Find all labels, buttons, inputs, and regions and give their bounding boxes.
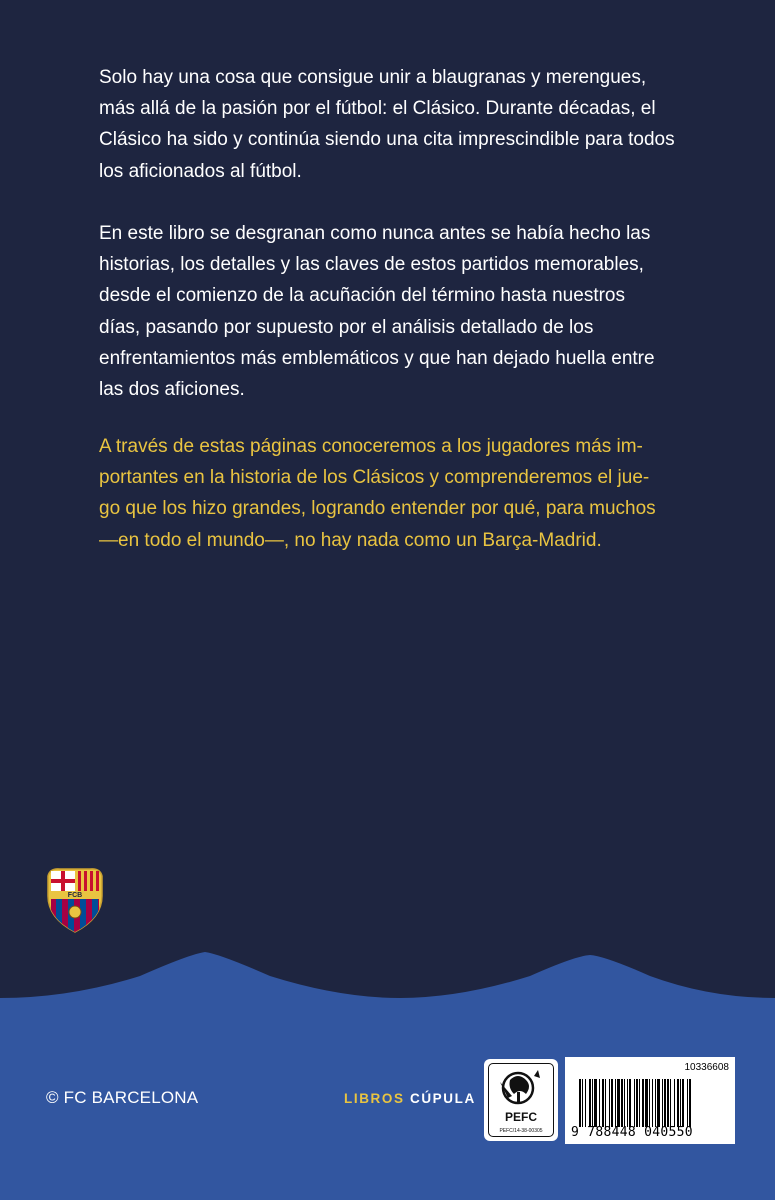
text-line: A través de estas páginas conoceremos a los jugadores más im-	[99, 436, 643, 457]
barcode-bar	[605, 1079, 606, 1127]
text-line: enfrentamientos más emblemáticos y que han dejado huella entre	[99, 347, 655, 369]
barcode-bar	[655, 1079, 656, 1127]
barcode-bar	[645, 1079, 648, 1127]
barcode-bar	[624, 1079, 625, 1127]
barcode-bar	[652, 1079, 653, 1127]
publisher-libros: LIBROS	[344, 1091, 405, 1106]
paragraph-intro	[99, 62, 681, 187]
barcode-bar	[642, 1079, 644, 1127]
text-line: días, pasando por supuesto por el análisis detallado de los	[99, 316, 594, 338]
barcode-bar	[589, 1079, 591, 1127]
barcode-bar	[636, 1079, 638, 1127]
publisher-cupula: CÚPULA	[409, 1091, 476, 1106]
barcode-bar	[664, 1079, 666, 1127]
text-line: historias, los detalles y las claves de estos partidos memorables,	[99, 254, 644, 276]
text-line: Solo hay una cosa que consigue unir a blaugranas y merengues,	[99, 67, 647, 88]
fcb-crest-logo	[44, 866, 106, 934]
barcode-bar	[609, 1079, 610, 1127]
barcode-bar	[582, 1079, 583, 1127]
barcode-bar	[617, 1079, 620, 1127]
barcode-bar	[649, 1079, 650, 1127]
pefc-label: PEFC	[504, 1110, 537, 1124]
pefc-certification-logo	[484, 1059, 558, 1141]
barcode-bar	[677, 1079, 679, 1127]
text-line: las dos aficiones.	[99, 379, 245, 401]
text-line: portantes en la historia de los Clásicos y comprenderemos el jue-	[99, 467, 650, 489]
barcode-bar	[611, 1079, 613, 1127]
barcode-bar	[594, 1079, 597, 1127]
isbn-barcode	[565, 1057, 735, 1144]
pefc-tree-icon	[490, 1066, 554, 1110]
text-line: En este libro se desgranan como nunca antes se había hecho las	[99, 223, 651, 244]
barcode-bar	[627, 1079, 628, 1127]
barcode-bar	[680, 1079, 681, 1127]
barcode-bar	[629, 1079, 631, 1127]
barcode-bar	[682, 1079, 684, 1127]
barcode-bar	[667, 1079, 669, 1127]
barcode-bar	[674, 1079, 675, 1127]
barcode-bar	[687, 1079, 688, 1127]
barcode-bar	[579, 1079, 581, 1127]
text-line: los aficionados al fútbol.	[99, 160, 302, 182]
barcode-bar	[662, 1079, 663, 1127]
barcode-bar	[615, 1079, 616, 1127]
paragraph-highlight	[99, 431, 681, 556]
copyright-text: © FC BARCELONA	[46, 1088, 199, 1107]
barcode-bar	[592, 1079, 593, 1127]
text-line: desde el comienzo de la acuñación del término hasta nuestros	[99, 285, 625, 307]
barcode-bar	[689, 1079, 691, 1127]
barcode-bar	[634, 1079, 635, 1127]
barcode-bar	[639, 1079, 640, 1127]
barcode-bars	[579, 1079, 729, 1127]
text-line: Clásico ha sido y continúa siendo una cita imprescindible para todos	[99, 129, 675, 151]
text-line: —en todo el mundo—, no hay nada como un Barça-Madrid.	[99, 529, 602, 551]
barcode-bar	[602, 1079, 604, 1127]
publisher-logo	[344, 1091, 476, 1106]
barcode-bar	[621, 1079, 623, 1127]
barcode-bar	[585, 1079, 586, 1127]
barcode-bar	[670, 1079, 671, 1127]
internal-code: 10336608	[684, 1062, 729, 1073]
text-line: go que los hizo grandes, logrando entender por qué, para muchos	[99, 498, 656, 520]
crest-letters: FCB	[67, 892, 83, 899]
barcode-bar	[657, 1079, 660, 1127]
text-line: más allá de la pasión por el fútbol: el Clásico. Durante décadas, el	[99, 98, 656, 120]
paragraph-description	[99, 218, 681, 405]
isbn-number: 9 788448 040550	[571, 1125, 693, 1140]
pefc-code: PEFC/14-38-00305	[499, 1128, 543, 1134]
barcode-bar	[599, 1079, 600, 1127]
